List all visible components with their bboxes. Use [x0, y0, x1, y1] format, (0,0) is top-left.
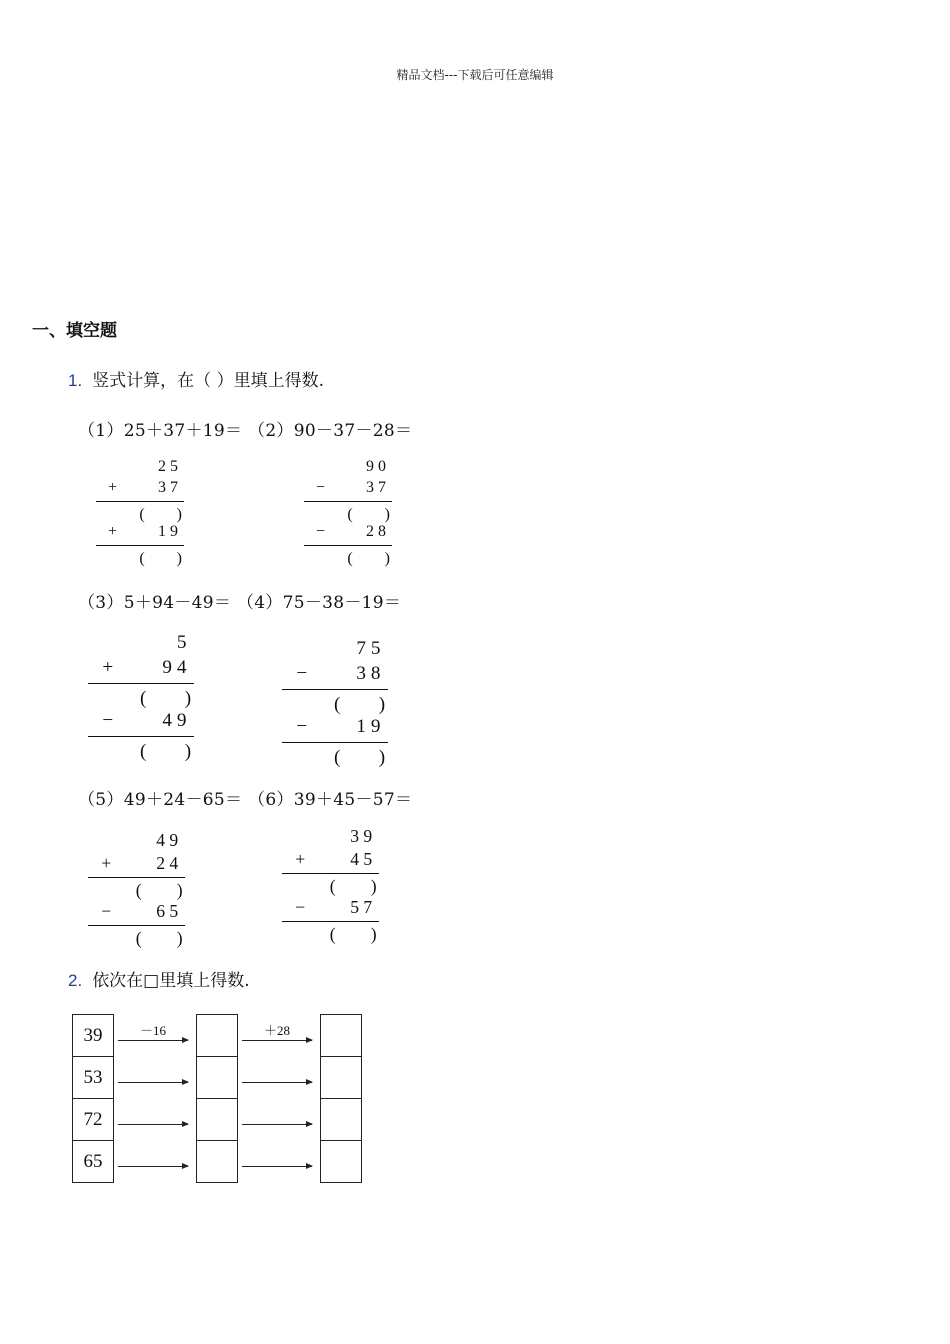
question-number: 1.: [68, 371, 83, 390]
calc-operator: +: [108, 523, 118, 540]
calc-blank: ( ): [347, 550, 390, 567]
chain-answer-box[interactable]: [320, 1140, 362, 1183]
chain-start-cell: 65: [72, 1140, 114, 1183]
calc-blank: ( ): [139, 550, 182, 567]
chain-answer-box[interactable]: [320, 1014, 362, 1057]
calc-blank: ( ): [329, 876, 377, 897]
calc-blank: ( ): [347, 506, 390, 523]
calc-blank: ( ): [140, 740, 192, 762]
calc-first-number: 9 0: [366, 458, 386, 475]
arrow-icon: [118, 1124, 188, 1125]
calc-second-number: 3 7: [158, 479, 178, 496]
calc-first-number: 3 9: [350, 826, 373, 846]
calc-third-number: 1 9: [356, 715, 381, 737]
calc-blank: ( ): [334, 694, 386, 716]
calc-blank: ( ): [334, 746, 386, 768]
arrow-icon: [242, 1040, 312, 1041]
page-header: 精品文档---下载后可任意编辑: [396, 68, 554, 82]
question-text: 依次在□里填上得数.: [92, 971, 250, 991]
arrow-icon: [242, 1166, 312, 1167]
question-number: 2.: [68, 971, 83, 990]
calc-third-number: 1 9: [158, 523, 178, 540]
calc-first-number: 2 5: [158, 458, 178, 475]
arrow-icon: [242, 1082, 312, 1083]
number-chain-diagram: [72, 1014, 372, 1186]
calc-blank: ( ): [139, 506, 182, 523]
calc-third-number: 5 7: [350, 897, 373, 918]
arrow-icon: [118, 1082, 188, 1083]
chain-answer-box[interactable]: [196, 1140, 238, 1183]
chain-answer-box[interactable]: [320, 1098, 362, 1141]
calc-second-number: 4 5: [350, 849, 373, 870]
calc-second-number: 2 4: [156, 853, 179, 874]
calc-second-number: 9 4: [162, 657, 187, 679]
chain-answer-box[interactable]: [196, 1014, 238, 1057]
expression-row-3: （5）49＋24－65＝ （6）39＋45－57＝: [78, 790, 413, 810]
calc-operator: −: [295, 897, 306, 918]
calc-blank: ( ): [329, 924, 377, 945]
calc-third-number: 6 5: [156, 901, 179, 922]
arrow-icon: [118, 1166, 188, 1167]
calc-second-number: 3 8: [356, 663, 381, 685]
calc-second-number: 3 7: [366, 479, 386, 496]
calc-operator: −: [101, 901, 112, 922]
section-title: 一、填空题: [32, 321, 117, 341]
calc-blank: ( ): [135, 928, 183, 949]
chain-answer-box[interactable]: [320, 1056, 362, 1099]
calc-operator: +: [102, 657, 114, 679]
question-2: [68, 966, 250, 991]
arrow-icon: [242, 1124, 312, 1125]
chain-operation-label: －16: [140, 1023, 167, 1038]
calc-third-number: 2 8: [366, 523, 386, 540]
calc-blank: ( ): [135, 880, 183, 901]
chain-answer-box[interactable]: [196, 1056, 238, 1099]
calc-operator: +: [108, 479, 118, 496]
calc-operator: −: [316, 523, 326, 540]
arrow-icon: [118, 1040, 188, 1041]
chain-operation-label: ＋28: [264, 1023, 291, 1038]
calc-operator: −: [296, 715, 308, 737]
calc-blank: ( ): [140, 688, 192, 710]
chain-start-cell: 39: [72, 1014, 114, 1057]
calc-first-number: 4 9: [156, 830, 179, 850]
chain-start-cell: 53: [72, 1056, 114, 1099]
question-text: 竖式计算，在（ ）里填上得数.: [92, 371, 324, 391]
chain-answer-box[interactable]: [196, 1098, 238, 1141]
calc-third-number: 4 9: [162, 709, 187, 731]
calc-operator: −: [102, 709, 114, 731]
calc-first-number: 7 5: [356, 638, 381, 659]
calc-first-number: 5: [176, 632, 187, 653]
calc-operator: +: [101, 853, 112, 874]
expression-row-2: （3）5＋94－49＝ （4）75－38－19＝: [78, 593, 402, 613]
chain-start-cell: 72: [72, 1098, 114, 1141]
calc-operator: −: [296, 663, 308, 685]
calc-operator: +: [295, 849, 306, 870]
expression-row-1: （1）25＋37＋19＝ （2）90－37－28＝: [78, 421, 413, 441]
calc-operator: −: [316, 479, 326, 496]
question-1: [68, 366, 324, 391]
